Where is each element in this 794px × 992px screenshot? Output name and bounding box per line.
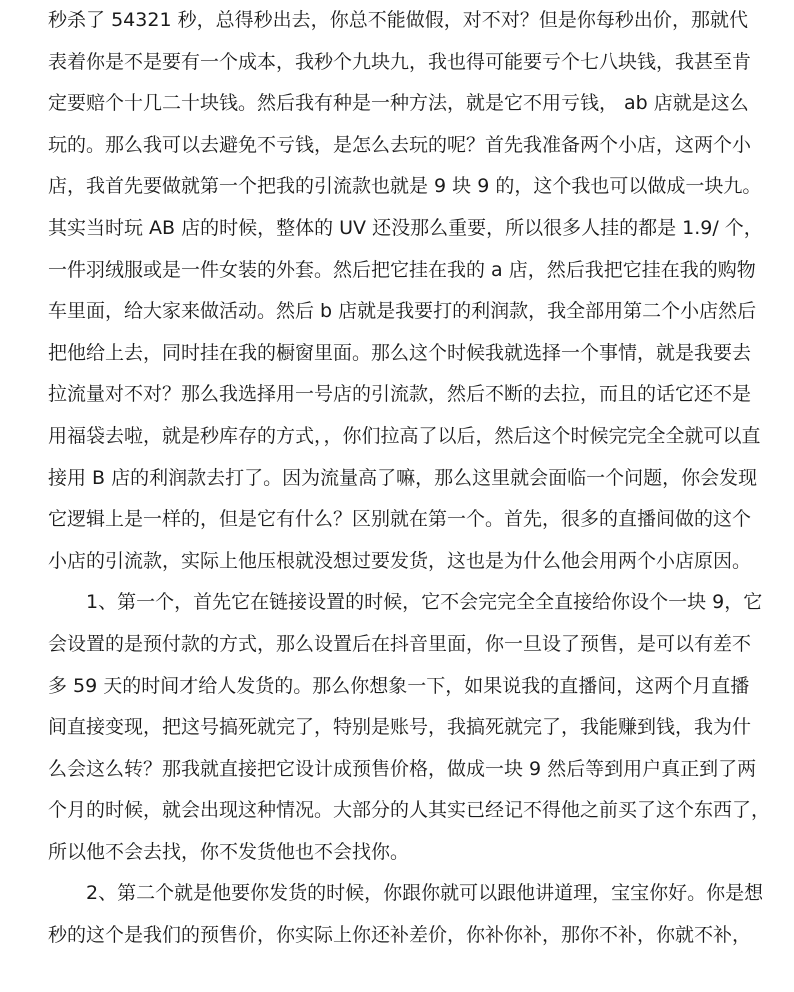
text-line: 小店的引流款，实际上他压根就没想过要发货，这也是为什么他会用两个小店原因。 — [48, 549, 752, 572]
text-line: 所以他不会去找，你不发货他也不会找你。 — [48, 840, 410, 863]
text-line: 它逻辑上是一样的，但是它有什么？区别就在第一个。首先，很多的直播间做的这个 — [48, 508, 752, 531]
text-line: 店，我首先要做就第一个把我的引流款也就是 9 块 9 的，这个我也可以做成一块九。 — [48, 175, 762, 198]
text-line: 个月的时候，就会出现这种情况。大部分的人其实已经记不得他之前买了这个东西了， — [48, 799, 771, 822]
text-line: 接用 B 店的利润款去打了。因为流量高了嘛，那么这里就会面临一个问题，你会发现 — [48, 466, 758, 489]
text-line: 秒杀了 54321 秒，总得秒出去，你总不能做假，对不对？但是你每秒出价，那就代 — [48, 9, 748, 31]
text-line: 表着你是不是要有一个成本，我秒个九块九，我也得可能要亏个七八块钱，我甚至肯 — [48, 50, 752, 73]
text-line: 车里面，给大家来做活动。然后 b 店就是我要打的利润款，我全部用第二个小店然后 — [48, 300, 757, 323]
text-line: 1、第一个，首先它在链接设置的时候，它不会完完全全直接给你设个一块 9，它 — [48, 591, 763, 614]
text-line: 会设置的是预付款的方式，那么设置后在抖音里面，你一旦设了预售，是可以有差不 — [48, 632, 752, 655]
text-line: 间直接变现，把这号搞死就完了，特别是账号，我搞死就完了，我能赚到钱，我为什 — [48, 716, 752, 739]
text-line: 拉流量对不对？那么我选择用一号店的引流款，然后不断的去拉，而且的话它还不是 — [48, 383, 752, 406]
text-line: 玩的。那么我可以去避免不亏钱，是怎么去玩的呢？首先我准备两个小店，这两个小 — [48, 133, 752, 156]
text-line: 用福袋去啦，就是秒库存的方式，，你们拉高了以后，然后这个时候完完全全就可以直 — [48, 424, 761, 447]
text-line: 定要赔个十几二十块钱。然后我有种是一种方法，就是它不用亏钱， ab 店就是这么 — [48, 92, 749, 115]
text-line: 多 59 天的时间才给人发货的。那么你想象一下，如果说我的直播间，这两个月直播 — [48, 674, 750, 697]
text-line: 2、第二个就是他要你发货的时候，你跟你就可以跟他讲道理，宝宝你好。你是想 — [48, 882, 764, 905]
text-line: 一件羽绒服或是一件女装的外套。然后把它挂在我的 a 店，然后我把它挂在我的购物 — [48, 258, 756, 281]
document-page — [48, 0, 771, 957]
text-line: 其实当时玩 AB 店的时候，整体的 UV 还没那么重要，所以很多人挂的都是 1.9/ 个， — [48, 216, 763, 239]
text-line: 秒的这个是我们的预售价，你实际上你还补差价，你补你补，那你不补，你就不补， — [48, 924, 752, 947]
text-line: 把他给上去，同时挂在我的橱窗里面。那么这个时候我就选择一个事情，就是我要去 — [48, 341, 752, 364]
text-line: 么会这么转？那我就直接把它设计成预售价格，做成一块 9 然后等到用户真正到了两 — [48, 757, 757, 780]
